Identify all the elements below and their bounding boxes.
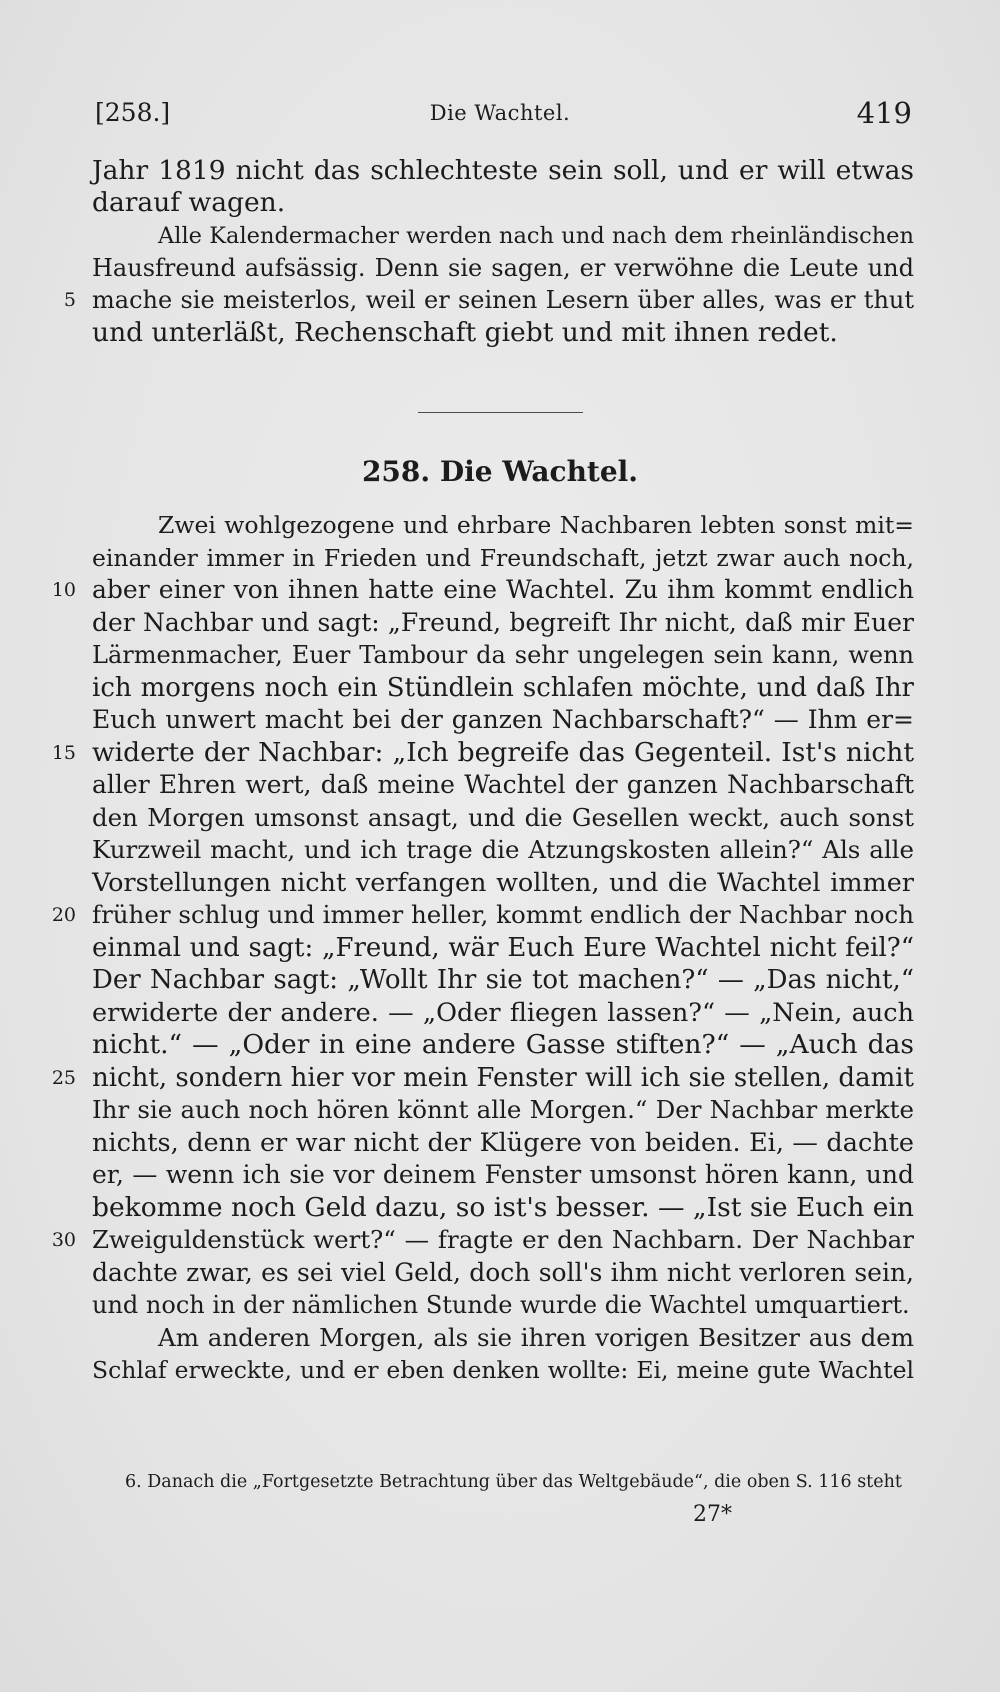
text-line: bekomme noch Geld dazu, so ist's besser. — „Ist sie Euch ein (92, 1192, 914, 1223)
line-number: 5 (63, 289, 76, 311)
text-line: Zwei wohlgezogene und ehrbare Nachbaren lebten sonst mit= (158, 511, 914, 539)
text-line: darauf wagen. (92, 187, 286, 218)
text-line: und noch in der nämlichen Stunde wurde die Wachtel umquartiert. (92, 1291, 910, 1319)
text-line: ich morgens noch ein Stündlein schlafen möchte, und daß Ihr (92, 673, 914, 703)
text-line: Vorstellungen nicht verfangen wollten, und die Wachtel immer (92, 868, 914, 898)
text-line: Jahr 1819 nicht das schlechteste sein soll, und er will etwas (92, 155, 914, 186)
text-line: einander immer in Frieden und Freundschaft, jetzt zwar auch noch, (92, 544, 914, 572)
text-line: Euch unwert macht bei der ganzen Nachbarschaft?“ — Ihm er= (92, 705, 914, 734)
text-line: früher schlug und immer heller, kommt endlich der Nachbar noch (92, 900, 914, 929)
story-title: 258. Die Wachtel. (361, 455, 639, 488)
running-title: Die Wachtel. (429, 101, 571, 125)
text-line: widerte der Nachbar: „Ich begreife das Gegenteil. Ist's nicht (92, 737, 914, 768)
line-number: 15 (51, 742, 76, 764)
text-line: Lärmenmacher, Euer Tambour da sehr ungelegen sein kann, wenn (92, 641, 914, 669)
text-line: Kurzweil macht, und ich trage die Atzungskosten allein?“ Als alle (92, 835, 914, 864)
page-number: 419 (856, 96, 912, 130)
text-line: er, — wenn ich sie vor deinem Fenster umsonst hören kann, und (92, 1160, 914, 1189)
text-line: den Morgen umsonst ansagt, und die Gesellen weckt, auch sonst (92, 803, 914, 832)
text-line: Zweiguldenstück wert?“ — fragte er den Nachbarn. Der Nachbar (92, 1225, 914, 1254)
text-line: erwiderte der andere. — „Oder fliegen lassen?“ — „Nein, auch (92, 998, 914, 1028)
text-line: einmal und sagt: „Freund, wär Euch Eure Wachtel nicht feil?“ (92, 933, 914, 963)
text-line: Ihr sie auch noch hören könnt alle Morgen.“ Der Nachbar merkte (92, 1095, 914, 1124)
text-line: aller Ehren wert, daß meine Wachtel der ganzen Nachbarschaft (92, 770, 914, 799)
text-line: aber einer von ihnen hatte eine Wachtel. Zu ihm kommt endlich (92, 575, 914, 604)
text-line: dachte zwar, es sei viel Geld, doch soll's ihm nicht verloren sein, (92, 1258, 914, 1287)
text-line: Alle Kalendermacher werden nach und nach dem rheinländischen (158, 223, 914, 249)
page-reference: [258.] (95, 98, 171, 127)
text-line: Hausfreund aufsässig. Denn sie sagen, er verwöhne die Leute und (92, 254, 914, 282)
text-line: Schlaf erweckte, und er eben denken wollte: Ei, meine gute Wachtel (92, 1356, 914, 1384)
line-number: 10 (51, 579, 76, 601)
section-divider (418, 412, 583, 413)
line-number: 30 (51, 1229, 76, 1251)
text-line: nicht, sondern hier vor mein Fenster will ich sie stellen, damit (92, 1063, 914, 1093)
text-line: der Nachbar und sagt: „Freund, begreift Ihr nicht, daß mir Euer (92, 608, 914, 637)
line-number: 20 (51, 904, 76, 926)
text-line: Am anderen Morgen, als sie ihren vorigen Besitzer aus dem (158, 1323, 914, 1352)
text-line: Der Nachbar sagt: „Wollt Ihr sie tot machen?“ — „Das nicht,“ (92, 965, 914, 995)
text-line: und unterläßt, Rechenschaft giebt und mit ihnen redet. (92, 317, 838, 348)
text-line: mache sie meisterlos, weil er seinen Lesern über alles, was er thut (92, 286, 914, 314)
line-number: 25 (51, 1067, 76, 1089)
footnote: 6. Danach die „Fortgesetzte Betrachtung über das Weltgebäude“, die oben S. 116 steht (125, 1472, 902, 1492)
printer-signature: 27* (693, 1502, 732, 1527)
text-line: nichts, denn er war nicht der Klügere von beiden. Ei, — dachte (92, 1128, 914, 1158)
text-line: nicht.“ — „Oder in eine andere Gasse stiften?“ — „Auch das (92, 1029, 914, 1060)
